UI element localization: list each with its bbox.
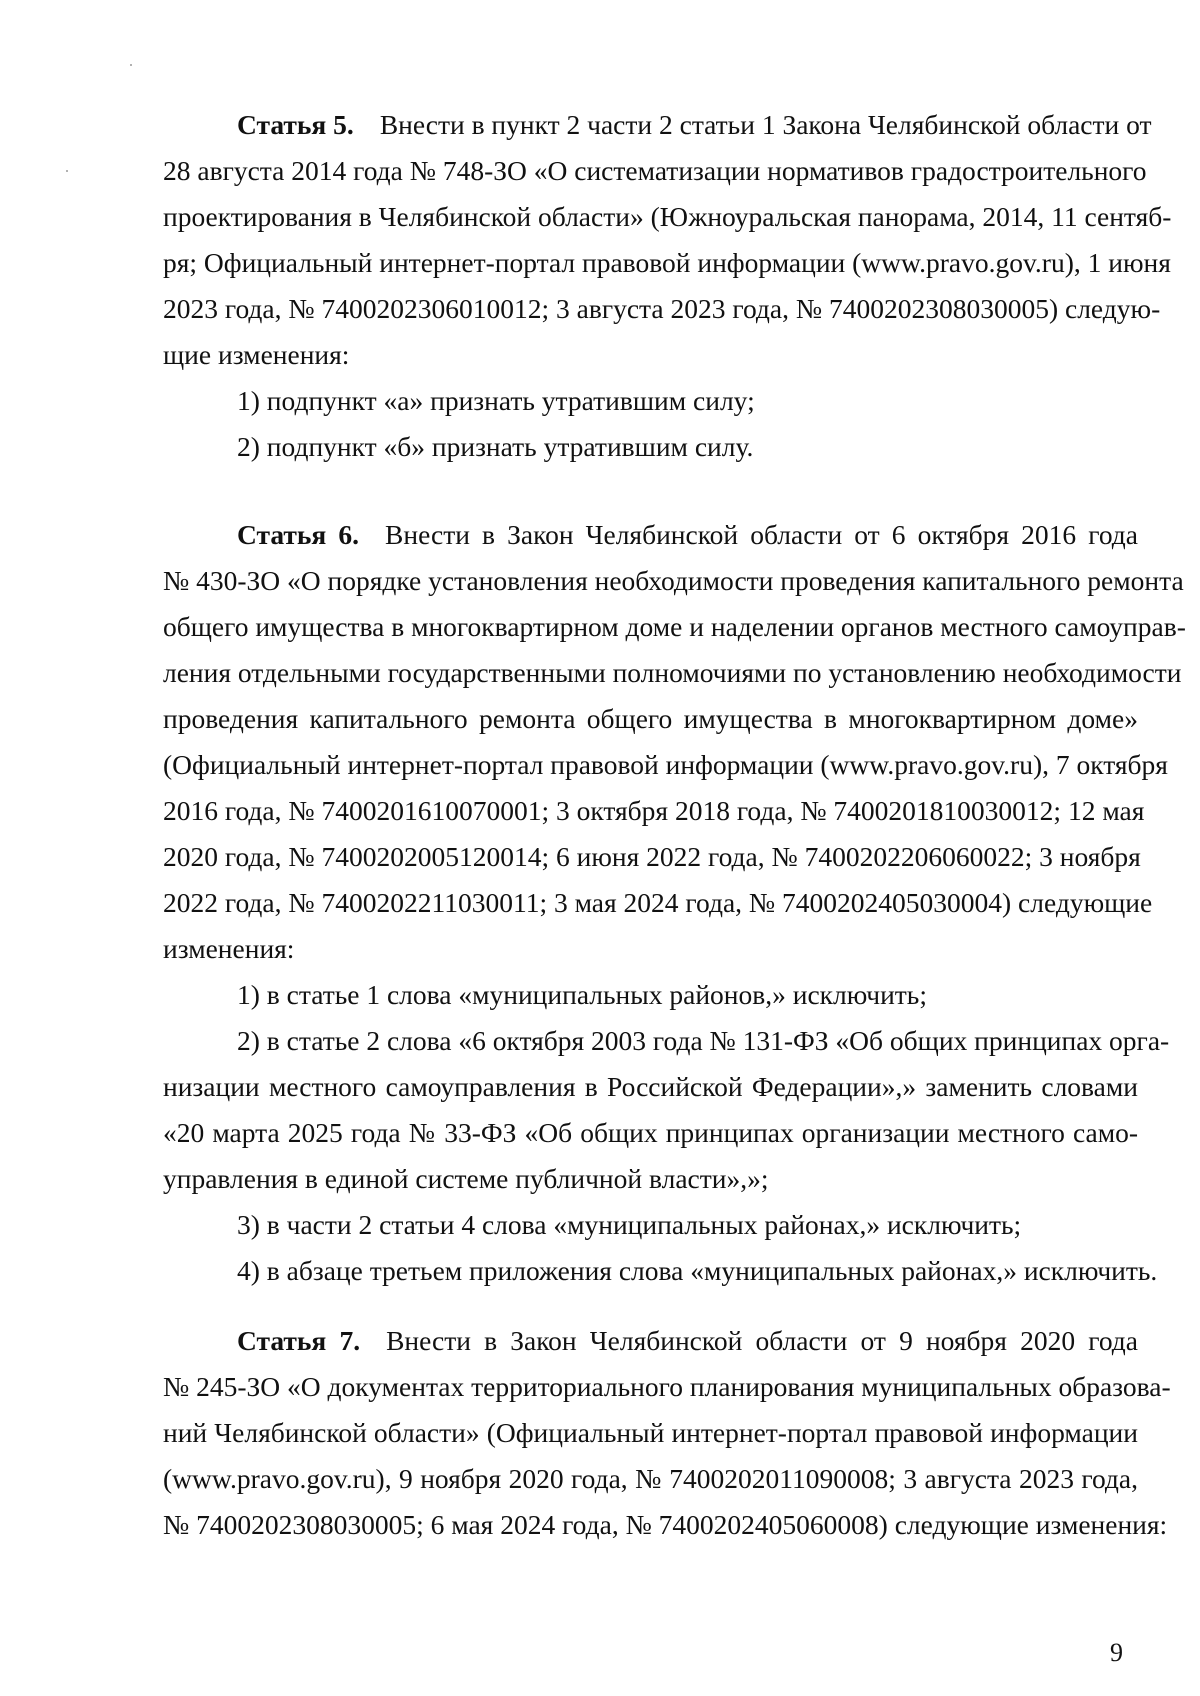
article-6-item-4: 4) в абзаце третьем приложения слова «муниципальных районах,» исключить. bbox=[237, 1255, 1158, 1286]
article-6-item-2-line: 2) в статье 2 слова «6 октября 2003 года № 131-ФЗ «Об общих принципах орга- bbox=[237, 1025, 1170, 1056]
page-number: 9 bbox=[1110, 1638, 1123, 1667]
article-7-line: Внести в Закон Челябинской области от 9 ноября 2020 года bbox=[386, 1325, 1138, 1356]
article-5-line: щие изменения: bbox=[163, 339, 350, 370]
article-7 bbox=[163, 1318, 1171, 1548]
article-7-line: (www.pravo.gov.ru), 9 ноября 2020 года, № 7400202011090008; 3 августа 2023 года, bbox=[163, 1463, 1138, 1494]
article-5 bbox=[163, 102, 1172, 470]
article-5-line: ря; Официальный интернет-портал правовой информации (www.pravo.gov.ru), 1 июня bbox=[163, 247, 1171, 278]
article-5-line: 2023 года, № 7400202306010012; 3 августа 2023 года, № 7400202308030005) следую- bbox=[163, 293, 1161, 324]
scan-speck bbox=[66, 170, 68, 172]
article-6-item-3: 3) в части 2 статьи 4 слова «муниципальных районах,» исключить; bbox=[237, 1209, 1022, 1240]
scan-speck bbox=[130, 64, 132, 66]
article-5-line: 28 августа 2014 года № 748-ЗО «О систематизации нормативов градостроительного bbox=[163, 155, 1147, 186]
article-6-item-1: 1) в статье 1 слова «муниципальных районов,» исключить; bbox=[237, 979, 927, 1010]
article-6-line: ления отдельными государственными полномочиями по установлению необходимости bbox=[163, 657, 1182, 688]
article-7-line: № 7400202308030005; 6 мая 2024 года, № 7400202405060008) следующие изменения: bbox=[163, 1509, 1168, 1540]
article-7-heading: Статья 7. bbox=[237, 1325, 361, 1356]
article-6-item-2-line: управления в единой системе публичной власти»,»; bbox=[163, 1163, 769, 1194]
article-6-line: проведения капитального ремонта общего имущества в многоквартирном доме» bbox=[163, 703, 1138, 734]
article-6-item-2-line: «20 марта 2025 года № 33-ФЗ «Об общих принципах организации местного само- bbox=[163, 1117, 1138, 1148]
article-6-line: № 430-ЗО «О порядке установления необходимости проведения капитального ремонта bbox=[163, 565, 1184, 596]
article-5-item: 2) подпункт «б» признать утратившим силу. bbox=[237, 431, 754, 462]
article-7-line: ний Челябинской области» (Официальный интернет-портал правовой информации bbox=[163, 1417, 1138, 1448]
article-7-line: № 245-ЗО «О документах территориального планирования муниципальных образова- bbox=[163, 1371, 1171, 1402]
article-5-item: 1) подпункт «а» признать утратившим силу; bbox=[237, 385, 755, 416]
article-6 bbox=[163, 512, 1186, 1294]
article-6-line: общего имущества в многоквартирном доме и наделении органов местного самоуправ- bbox=[163, 611, 1186, 642]
article-5-line: Внести в пункт 2 части 2 статьи 1 Закона Челябинской области от bbox=[379, 109, 1152, 140]
article-7-first-line bbox=[163, 1318, 1138, 1364]
article-6-line: 2022 года, № 7400202211030011; 3 мая 2024 года, № 7400202405030004) следующие bbox=[163, 887, 1153, 918]
article-5-first-line bbox=[163, 102, 1152, 148]
article-6-line: изменения: bbox=[163, 933, 295, 964]
article-5-line: проектирования в Челябинской области» (Южноуральская панорама, 2014, 11 сентяб- bbox=[163, 201, 1172, 232]
article-6-first-line bbox=[163, 512, 1138, 558]
article-6-line: 2016 года, № 7400201610070001; 3 октября 2018 года, № 7400201810030012; 12 мая bbox=[163, 795, 1145, 826]
article-6-line: (Официальный интернет-портал правовой информации (www.pravo.gov.ru), 7 октября bbox=[163, 749, 1168, 780]
article-6-heading: Статья 6. bbox=[237, 519, 360, 550]
article-6-line: 2020 года, № 7400202005120014; 6 июня 2022 года, № 7400202206060022; 3 ноября bbox=[163, 841, 1141, 872]
article-6-line: Внести в Закон Челябинской области от 6 октября 2016 года bbox=[385, 519, 1139, 550]
article-6-item-2-line: низации местного самоуправления в Российской Федерации»,» заменить словами bbox=[163, 1071, 1138, 1102]
article-5-heading: Статья 5. bbox=[237, 109, 354, 140]
